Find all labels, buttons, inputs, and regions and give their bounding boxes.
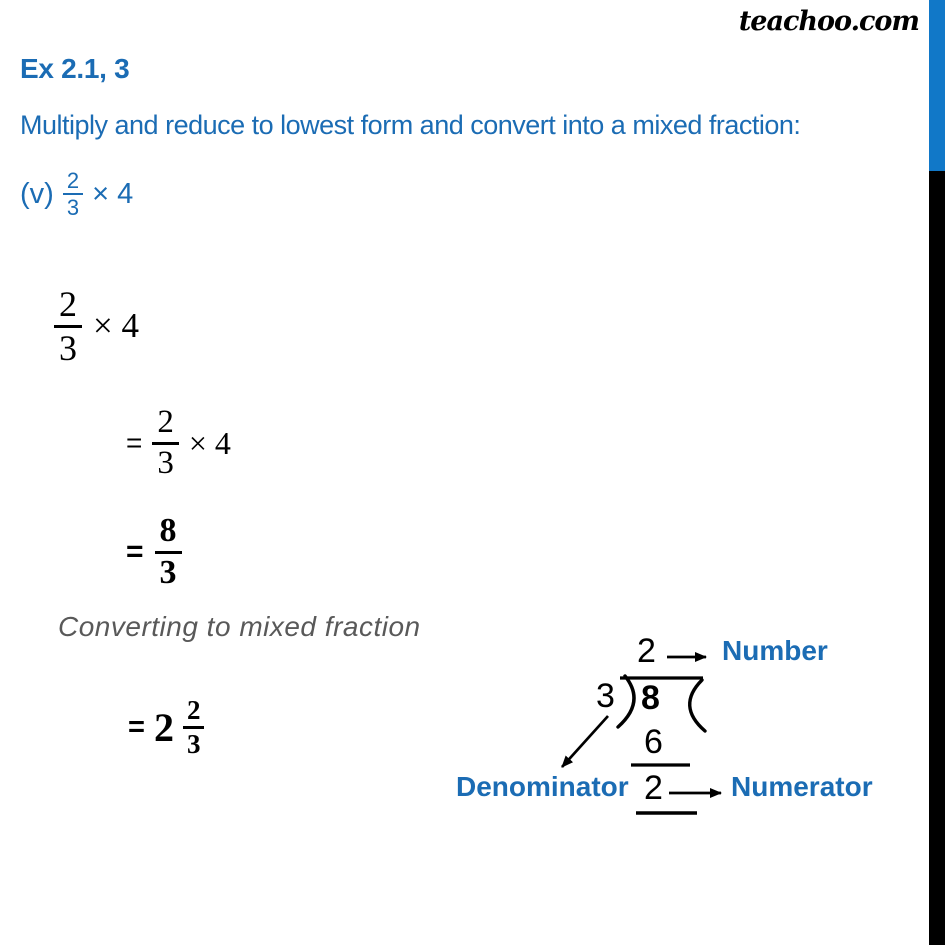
fraction-denominator: 3 [186,728,201,759]
fraction-denominator: 3 [66,195,80,220]
site-logo: teachoo.com [738,6,919,37]
fraction-numerator: 2 [54,286,82,328]
division-remainder: 2 [644,769,663,807]
number-label: Number [722,635,828,666]
fraction-numerator: 2 [183,697,205,729]
problem-fraction [63,170,83,219]
problem-statement [20,170,133,219]
step1-fraction [54,286,82,366]
fraction-numerator: 2 [63,170,83,195]
numerator-label: Numerator [731,771,873,802]
division-right-paren [690,680,705,731]
whole-number: 2 [153,704,174,750]
denominator-label: Denominator [456,771,629,802]
result-fraction [183,697,205,758]
division-divisor: 3 [596,677,615,715]
equals-sign: = [128,711,145,744]
fraction-denominator: 3 [159,553,177,591]
exercise-title: Ex 2.1, 3 [20,53,130,84]
divisor-arrow [562,716,608,767]
question-text: Multiply and reduce to lowest form and convert into a mixed fraction: [20,110,801,140]
step2-fraction [152,406,179,480]
solution-step-1 [54,286,139,366]
step1-operation: × 4 [93,306,139,346]
step2-operation: × 4 [188,424,231,461]
fraction-numerator: 8 [155,514,182,554]
right-edge-black-bar [929,171,945,945]
solution-step-3 [126,514,182,590]
problem-operation: × 4 [92,178,134,210]
fraction-denominator: 3 [157,444,174,481]
mixed-fraction-result [128,697,204,758]
division-product: 6 [644,723,663,761]
step3-fraction [155,514,182,590]
converting-note: Converting to mixed fraction [58,611,421,642]
solution-step-2 [126,406,231,480]
equals-sign: = [126,535,144,569]
part-label: (v) [20,178,54,210]
equals-sign: = [126,427,143,459]
fraction-numerator: 2 [152,406,179,445]
fraction-denominator: 3 [59,327,77,368]
division-dividend: 8 [641,679,660,717]
division-quotient: 2 [637,632,656,670]
division-left-paren [618,676,634,727]
right-edge-blue-bar [929,0,945,171]
